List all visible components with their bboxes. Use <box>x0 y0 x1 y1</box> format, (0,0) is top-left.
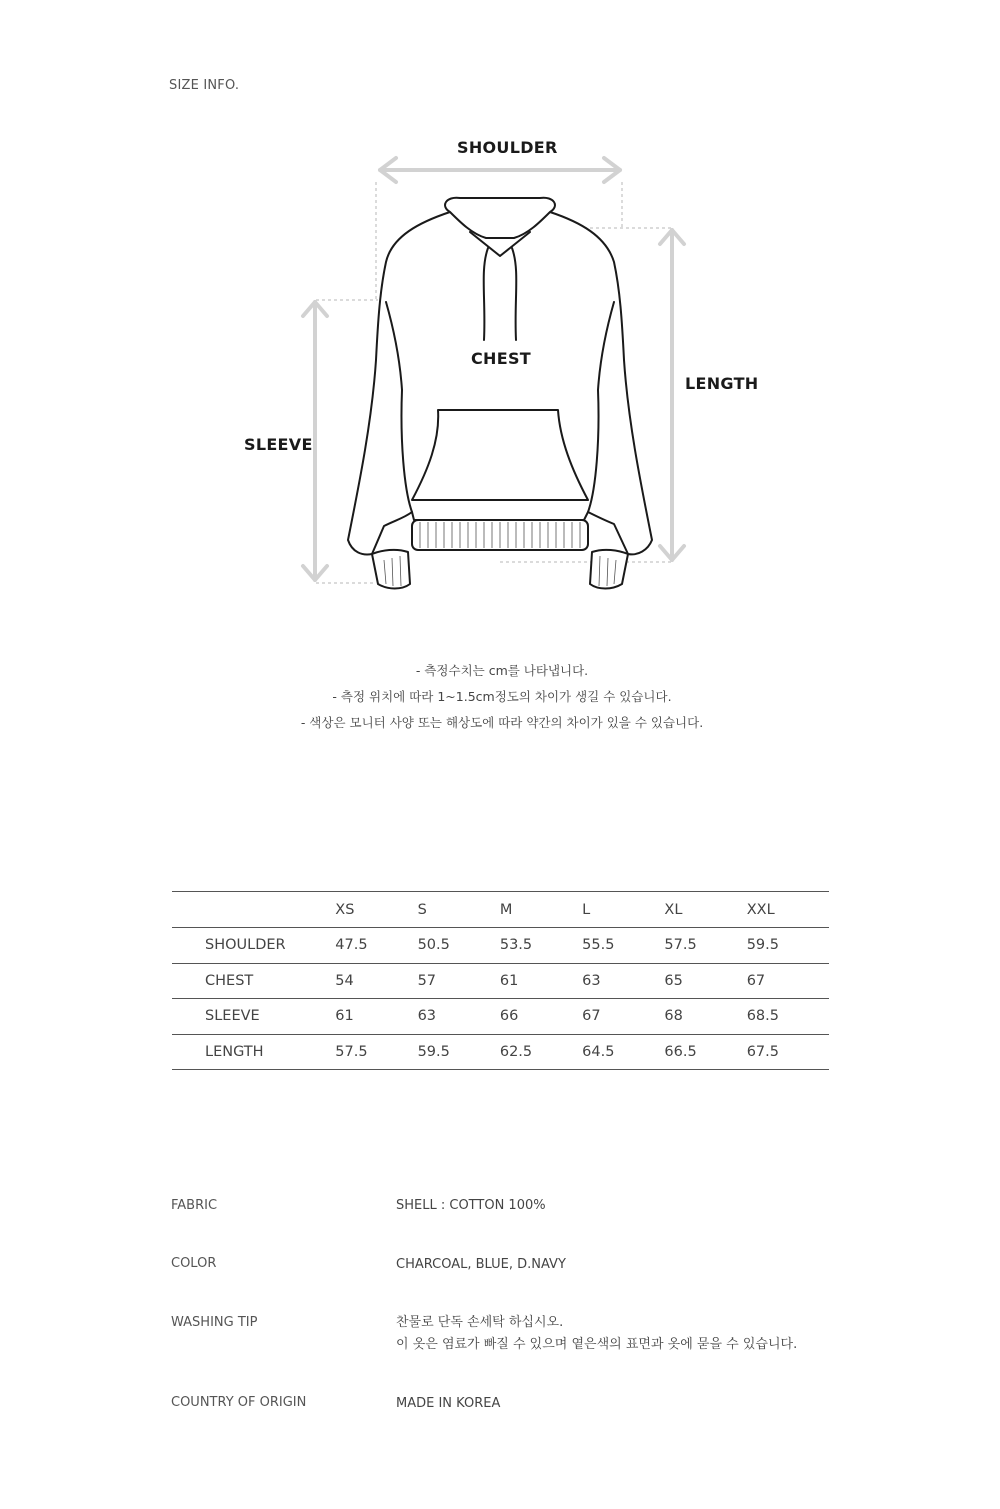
note-line: - 측정 위치에 따라 1~1.5cm정도의 차이가 생길 수 있습니다. <box>332 689 672 704</box>
table-cell: 50.5 <box>418 928 500 964</box>
spec-label: COUNTRY OF ORIGIN <box>171 1395 307 1410</box>
washing-line-2: 이 옷은 염료가 빠질 수 있으며 옅은색의 표면과 옷에 묻을 수 있습니다. <box>396 1337 798 1352</box>
row-label: CHEST <box>172 963 335 999</box>
table-cell: 68.5 <box>747 999 829 1035</box>
chest-label: CHEST <box>471 349 531 368</box>
length-label: LENGTH <box>685 374 759 393</box>
table-cell: 66 <box>500 999 582 1035</box>
spec-value: MADE IN KOREA <box>396 1396 501 1411</box>
table-cell: 67 <box>747 963 829 999</box>
table-header-cell: M <box>500 892 582 928</box>
table-row <box>172 999 829 1035</box>
note-line: - 색상은 모니터 사양 또는 해상도에 따라 약간의 차이가 있을 수 있습니다. <box>300 715 704 730</box>
washing-line-1: 찬물로 단독 손세탁 하십시오. <box>396 1315 564 1330</box>
table-cell: 68 <box>664 999 746 1035</box>
spec-label: COLOR <box>171 1256 217 1271</box>
spec-label: WASHING TIP <box>171 1315 258 1330</box>
sleeve-label: SLEEVE <box>244 435 313 454</box>
table-header-cell: XXL <box>747 892 829 928</box>
table-header-row <box>172 892 829 928</box>
table-cell: 57 <box>418 963 500 999</box>
size-info-title: SIZE INFO. <box>169 78 240 93</box>
size-table <box>172 891 829 1070</box>
table-cell: 61 <box>335 999 417 1035</box>
hoodie-diagram <box>0 0 1000 640</box>
table-cell: 57.5 <box>335 1034 417 1070</box>
table-cell: 63 <box>418 999 500 1035</box>
shoulder-label: SHOULDER <box>457 138 558 157</box>
table-cell: 67 <box>582 999 664 1035</box>
table-cell: 66.5 <box>664 1034 746 1070</box>
table-cell: 59.5 <box>747 928 829 964</box>
spec-value: CHARCOAL, BLUE, D.NAVY <box>396 1257 566 1272</box>
table-cell: 53.5 <box>500 928 582 964</box>
table-cell: 67.5 <box>747 1034 829 1070</box>
row-label: SHOULDER <box>172 928 335 964</box>
table-cell: 47.5 <box>335 928 417 964</box>
table-cell: 55.5 <box>582 928 664 964</box>
row-label: SLEEVE <box>172 999 335 1035</box>
note-line: - 측정수치는 cm를 나타냅니다. <box>415 663 589 678</box>
table-cell: 59.5 <box>418 1034 500 1070</box>
table-header-cell: S <box>418 892 500 928</box>
table-cell: 62.5 <box>500 1034 582 1070</box>
spec-value: SHELL : COTTON 100% <box>396 1198 546 1213</box>
table-row <box>172 963 829 999</box>
table-cell: 65 <box>664 963 746 999</box>
table-header-cell <box>172 892 335 928</box>
table-cell: 64.5 <box>582 1034 664 1070</box>
spec-label: FABRIC <box>171 1198 218 1213</box>
spec-value <box>396 1312 797 1356</box>
table-header-cell: XL <box>664 892 746 928</box>
table-header-cell: L <box>582 892 664 928</box>
measurement-notes <box>0 658 1000 736</box>
row-label: LENGTH <box>172 1034 335 1070</box>
table-row <box>172 1034 829 1070</box>
table-row <box>172 928 829 964</box>
table-cell: 54 <box>335 963 417 999</box>
table-cell: 63 <box>582 963 664 999</box>
table-header-cell: XS <box>335 892 417 928</box>
table-cell: 57.5 <box>664 928 746 964</box>
table-cell: 61 <box>500 963 582 999</box>
